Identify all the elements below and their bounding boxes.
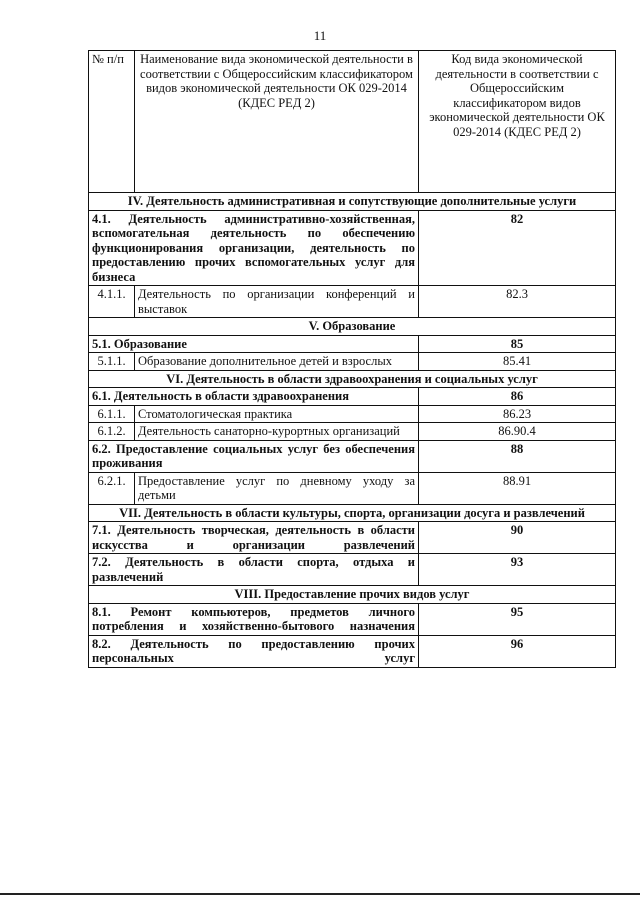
group-name: 7.2. Деятельность в области спорта, отдыха и развлечений [89, 554, 419, 586]
header-name-cell: Наименование вида экономической деятельности в соответствии с Общероссийским классификатором видов экономической деятельности ОК 029-2014 (КДЕС РЕД 2) [135, 51, 419, 193]
item-name: Стоматологическая практика [135, 405, 419, 423]
group-name: 5.1. Образование [89, 335, 419, 353]
group-name: 6.1. Деятельность в области здравоохранения [89, 388, 419, 406]
group-code: 85 [419, 335, 616, 353]
group-row [89, 522, 616, 554]
item-code: 86.23 [419, 405, 616, 423]
item-number: 5.1.1. [89, 353, 135, 371]
item-name: Деятельность по организации конференций и выставок [135, 286, 419, 318]
item-row [89, 286, 616, 318]
group-name: 8.1. Ремонт компьютеров, предметов личного потребления и хозяйственно-бытового назначения [89, 603, 419, 635]
header-code-cell: Код вида экономической деятельности в соответствии с Общероссийским классификатором видов экономической деятельности ОК 029-2014 (КДЕС РЕД 2) [419, 51, 616, 193]
group-row [89, 635, 616, 667]
item-row [89, 423, 616, 441]
section-title: V. Образование [89, 318, 616, 336]
group-name: 6.2. Предоставление социальных услуг без обеспечения проживания [89, 440, 419, 472]
group-code: 82 [419, 210, 616, 286]
group-row [89, 440, 616, 472]
item-number: 4.1.1. [89, 286, 135, 318]
item-code: 88.91 [419, 472, 616, 504]
item-name: Образование дополнительное детей и взрослых [135, 353, 419, 371]
item-number: 6.1.1. [89, 405, 135, 423]
item-code: 86.90.4 [419, 423, 616, 441]
header-number-cell: № п/п [89, 51, 135, 193]
group-row [89, 554, 616, 586]
item-row [89, 405, 616, 423]
group-row [89, 388, 616, 406]
page-number: 11 [313, 28, 327, 43]
section-title: VIII. Предоставление прочих видов услуг [89, 586, 616, 604]
section-row [89, 586, 616, 604]
item-row [89, 353, 616, 371]
group-name: 7.1. Деятельность творческая, деятельность в области искусства и организации развлечений [89, 522, 419, 554]
group-row [89, 210, 616, 286]
item-name: Предоставление услуг по дневному уходу за детьми [135, 472, 419, 504]
section-title: VI. Деятельность в области здравоохранения и социальных услуг [89, 370, 616, 388]
item-number: 6.2.1. [89, 472, 135, 504]
section-row [89, 318, 616, 336]
section-title: IV. Деятельность административная и сопутствующие дополнительные услуги [89, 193, 616, 211]
item-row [89, 472, 616, 504]
group-code: 93 [419, 554, 616, 586]
okved-table [88, 50, 616, 668]
group-row [89, 335, 616, 353]
section-title: VII. Деятельность в области культуры, спорта, организации досуга и развлечений [89, 504, 616, 522]
group-code: 96 [419, 635, 616, 667]
group-code: 95 [419, 603, 616, 635]
section-row [89, 370, 616, 388]
item-number: 6.1.2. [89, 423, 135, 441]
group-name: 8.2. Деятельность по предоставлению прочих персональных услуг [89, 635, 419, 667]
group-name: 4.1. Деятельность административно-хозяйственная, вспомогательная деятельность по обеспечению функционирования организации, деятельность по предоставлению прочих вспомогательных услуг для бизнеса [89, 210, 419, 286]
section-row [89, 193, 616, 211]
group-row [89, 603, 616, 635]
group-code: 90 [419, 522, 616, 554]
section-row [89, 504, 616, 522]
item-code: 82.3 [419, 286, 616, 318]
table-header-row [89, 51, 616, 193]
item-name: Деятельность санаторно-курортных организаций [135, 423, 419, 441]
group-code: 88 [419, 440, 616, 472]
group-code: 86 [419, 388, 616, 406]
bottom-rule [0, 893, 640, 895]
item-code: 85.41 [419, 353, 616, 371]
